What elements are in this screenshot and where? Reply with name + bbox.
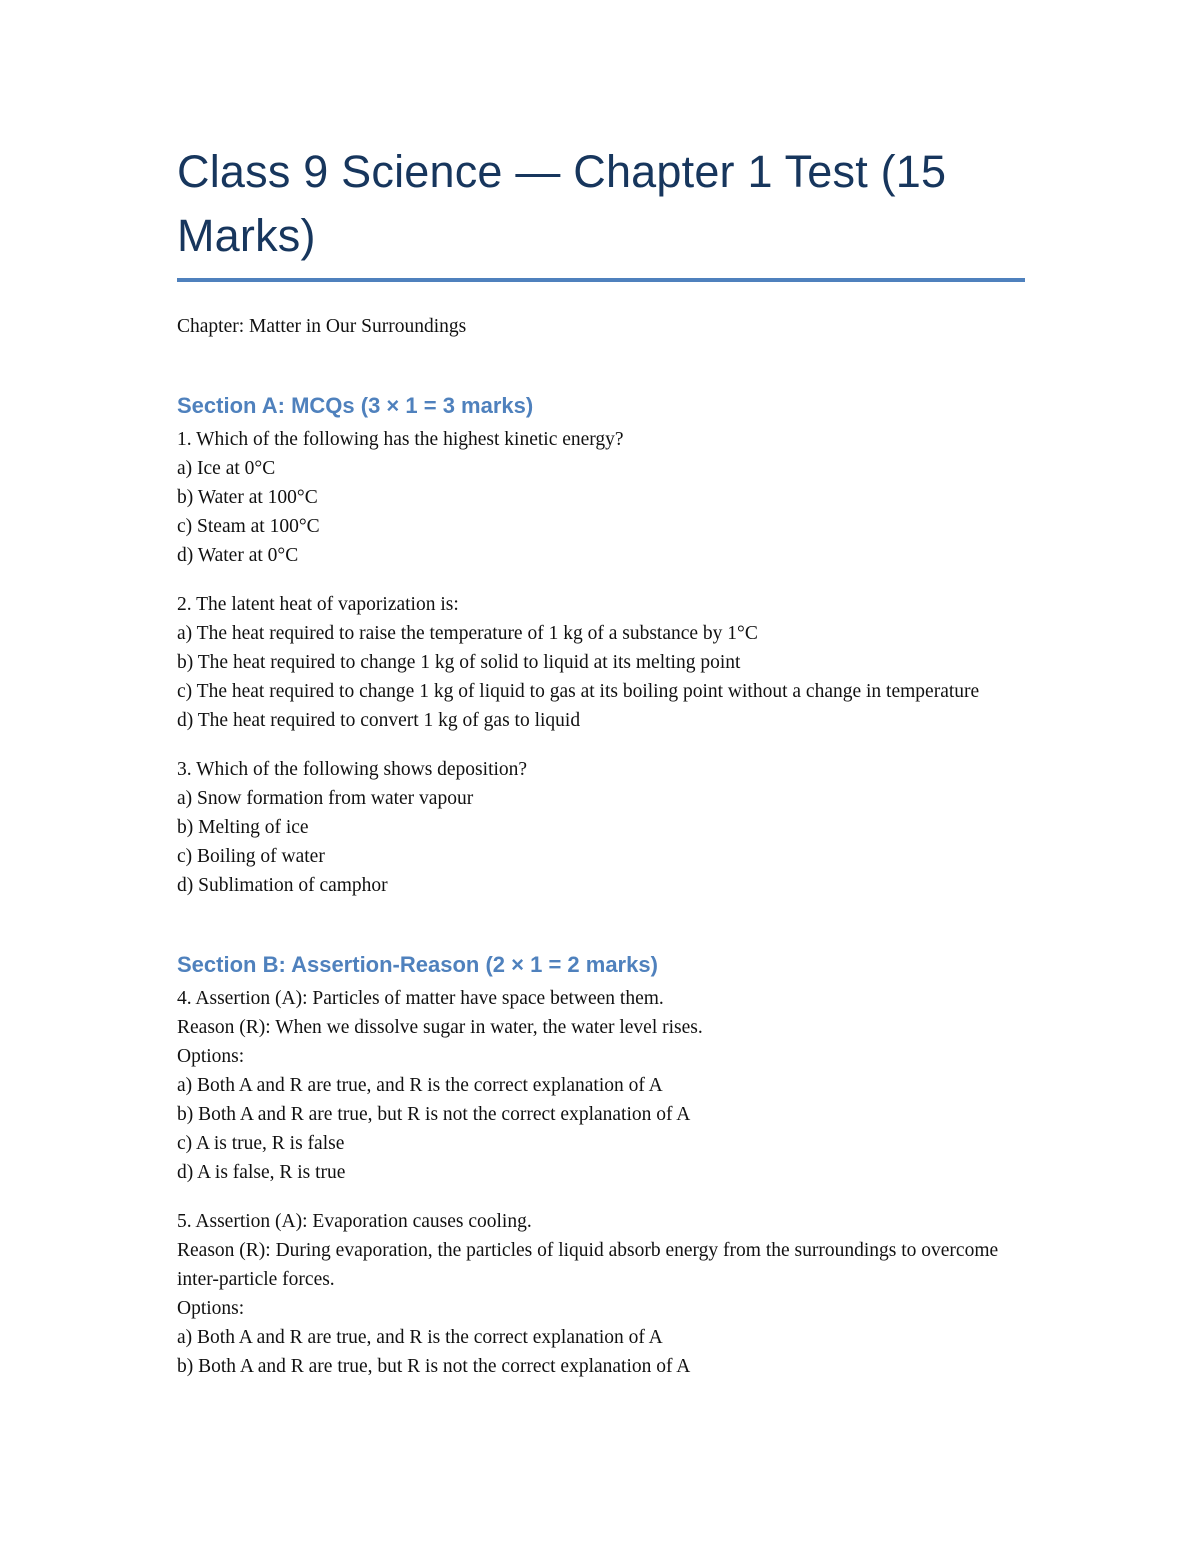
assertion: 5. Assertion (A): Evaporation causes cooling. bbox=[177, 1211, 532, 1232]
option-d: d) The heat required to convert 1 kg of gas to liquid bbox=[177, 710, 581, 731]
reason: Reason (R): During evaporation, the particles of liquid absorb energy from the surroundings to overcome inter-particle forces. bbox=[177, 1240, 999, 1290]
option-c: c) Boiling of water bbox=[177, 846, 325, 867]
question-5 bbox=[177, 1207, 1025, 1381]
option-d: d) Sublimation of camphor bbox=[177, 875, 388, 896]
option-a: a) Snow formation from water vapour bbox=[177, 788, 474, 809]
option-b: b) Melting of ice bbox=[177, 817, 309, 838]
question-stem: 1. Which of the following has the highest kinetic energy? bbox=[177, 429, 624, 450]
option-b: b) Both A and R are true, but R is not the correct explanation of A bbox=[177, 1104, 691, 1125]
chapter-line: Chapter: Matter in Our Surroundings bbox=[177, 316, 467, 337]
document-title: Class 9 Science — Chapter 1 Test (15 Marks) bbox=[177, 140, 1025, 282]
question-3 bbox=[177, 755, 1025, 900]
option-b: b) Both A and R are true, but R is not the correct explanation of A bbox=[177, 1356, 691, 1377]
reason: Reason (R): When we dissolve sugar in water, the water level rises. bbox=[177, 1017, 703, 1038]
option-a: a) The heat required to raise the temperature of 1 kg of a substance by 1°C bbox=[177, 623, 758, 644]
option-c: c) The heat required to change 1 kg of liquid to gas at its boiling point without a change in temperature bbox=[177, 681, 980, 702]
options-label: Options: bbox=[177, 1298, 245, 1319]
question-2 bbox=[177, 590, 1025, 735]
option-b: b) Water at 100°C bbox=[177, 487, 318, 508]
option-a: a) Both A and R are true, and R is the correct explanation of A bbox=[177, 1075, 663, 1096]
option-c: c) Steam at 100°C bbox=[177, 516, 320, 537]
option-a: a) Ice at 0°C bbox=[177, 458, 276, 479]
option-c: c) A is true, R is false bbox=[177, 1133, 345, 1154]
question-1 bbox=[177, 425, 1025, 570]
option-d: d) Water at 0°C bbox=[177, 545, 299, 566]
option-a: a) Both A and R are true, and R is the correct explanation of A bbox=[177, 1327, 663, 1348]
options-label: Options: bbox=[177, 1046, 245, 1067]
option-b: b) The heat required to change 1 kg of solid to liquid at its melting point bbox=[177, 652, 741, 673]
question-stem: 2. The latent heat of vaporization is: bbox=[177, 594, 459, 615]
section-a-heading: Section A: MCQs (3 × 1 = 3 marks) bbox=[177, 393, 534, 418]
option-d: d) A is false, R is true bbox=[177, 1162, 346, 1183]
question-4 bbox=[177, 984, 1025, 1187]
question-stem: 3. Which of the following shows deposition? bbox=[177, 759, 528, 780]
document-page bbox=[177, 140, 1025, 1401]
section-b-heading: Section B: Assertion-Reason (2 × 1 = 2 marks) bbox=[177, 952, 658, 977]
assertion: 4. Assertion (A): Particles of matter have space between them. bbox=[177, 988, 664, 1009]
